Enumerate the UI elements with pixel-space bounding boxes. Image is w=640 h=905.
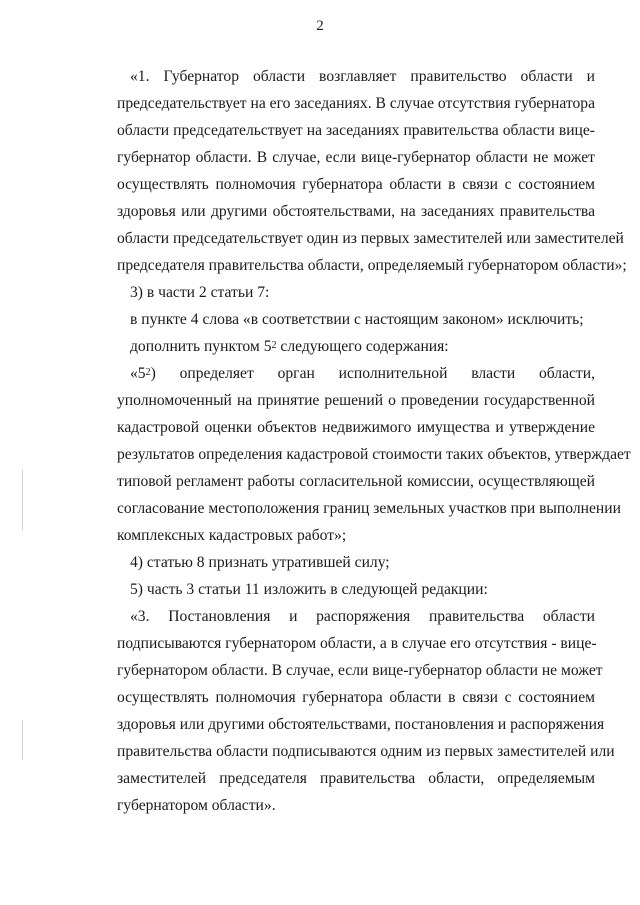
text-line-content: кадастровой оценки объектов недвижимого имущества и утверждение	[117, 419, 595, 436]
text-line-content: «1. Губернатор области возглавляет правительство области и	[130, 68, 595, 85]
text-line-content: «3. Постановления и распоряжения правительства области	[130, 608, 595, 625]
text-line-content: дополнить пунктом 5	[130, 338, 272, 355]
text-line-content: губернатор области. В случае, если вице-губернатор области не может	[117, 149, 595, 166]
text-line	[117, 306, 595, 333]
text-line-content: «5	[130, 365, 146, 382]
text-line-content: типовой регламент работы согласительной комиссии, осуществляющей	[117, 473, 595, 490]
text-line	[117, 90, 595, 117]
text-line-content: уполномоченный на принятие решений о проведении государственной	[117, 392, 595, 409]
text-line-content: губернатором области. В случае, если вице-губернатор области не может	[117, 662, 603, 679]
text-line	[117, 252, 627, 279]
text-line	[117, 279, 595, 306]
text-line	[117, 792, 595, 819]
text-line	[117, 522, 595, 549]
page-number: 2	[316, 18, 324, 34]
text-line	[117, 63, 595, 90]
text-line	[117, 549, 595, 576]
text-line-content: осуществлять полномочия губернатора области в связи с состоянием	[117, 176, 595, 193]
text-line-content: 5) часть 3 статьи 11 изложить в следующей редакции:	[130, 581, 488, 598]
text-line-content: губернатором области».	[117, 797, 276, 814]
text-line-content: области председательствует на заседаниях правительства области вице-	[117, 122, 595, 139]
text-line-content: здоровья или другими обстоятельствами, на заседаниях правительства	[117, 203, 595, 220]
text-line	[117, 684, 595, 711]
text-line-content: области председательствует один из первых заместителей или заместителей	[117, 230, 624, 247]
text-line-content: результатов определения кадастровой стоимости таких объектов, утверждает	[117, 446, 631, 463]
text-line	[117, 225, 624, 252]
text-line-continuation: ) определяет орган исполнительной власти области,	[150, 365, 595, 382]
text-line-content: здоровья или другими обстоятельствами, постановления и распоряжения	[117, 716, 605, 733]
text-line	[117, 630, 595, 657]
text-line	[117, 360, 595, 387]
text-line	[117, 333, 595, 360]
text-line-content: осуществлять полномочия губернатора области в связи с состоянием	[117, 689, 595, 706]
text-line	[117, 765, 595, 792]
text-line-content: председателя правительства области, определяемый губернатором области»;	[117, 257, 627, 274]
text-line	[117, 576, 595, 603]
text-line	[117, 468, 595, 495]
text-line	[117, 387, 595, 414]
superscript: 2	[271, 340, 277, 351]
text-line-content: подписываются губернатором области, а в случае его отсутствия - вице-	[117, 635, 597, 652]
text-line	[117, 441, 631, 468]
text-line-content: 3) в части 2 статьи 7:	[130, 284, 270, 301]
text-line	[117, 711, 605, 738]
text-line	[117, 414, 595, 441]
text-line-content: председательствует на его заседаниях. В случае отсутствия губернатора	[117, 95, 595, 112]
text-line-content: комплексных кадастровых работ»;	[117, 527, 347, 544]
text-line	[117, 603, 595, 630]
scan-margin-mark	[22, 470, 23, 530]
text-line	[117, 144, 595, 171]
text-line-continuation: следующего содержания:	[276, 338, 449, 355]
text-line	[117, 117, 595, 144]
text-line	[117, 171, 595, 198]
text-line-content: заместителей председателя правительства области, определяемым	[117, 770, 595, 787]
superscript: 2	[145, 367, 151, 378]
text-line	[117, 657, 603, 684]
text-line	[117, 495, 621, 522]
text-line	[117, 738, 615, 765]
text-line-content: 4) статью 8 признать утратившей силу;	[130, 554, 390, 571]
scan-margin-mark	[22, 720, 23, 760]
text-line-content: согласование местоположения границ земельных участков при выполнении	[117, 500, 621, 517]
text-line	[117, 198, 595, 225]
text-line-content: правительства области подписываются одним из первых заместителей или	[117, 743, 615, 760]
document-body	[117, 63, 631, 819]
text-line-content: в пункте 4 слова «в соответствии с настоящим законом» исключить;	[130, 311, 584, 328]
